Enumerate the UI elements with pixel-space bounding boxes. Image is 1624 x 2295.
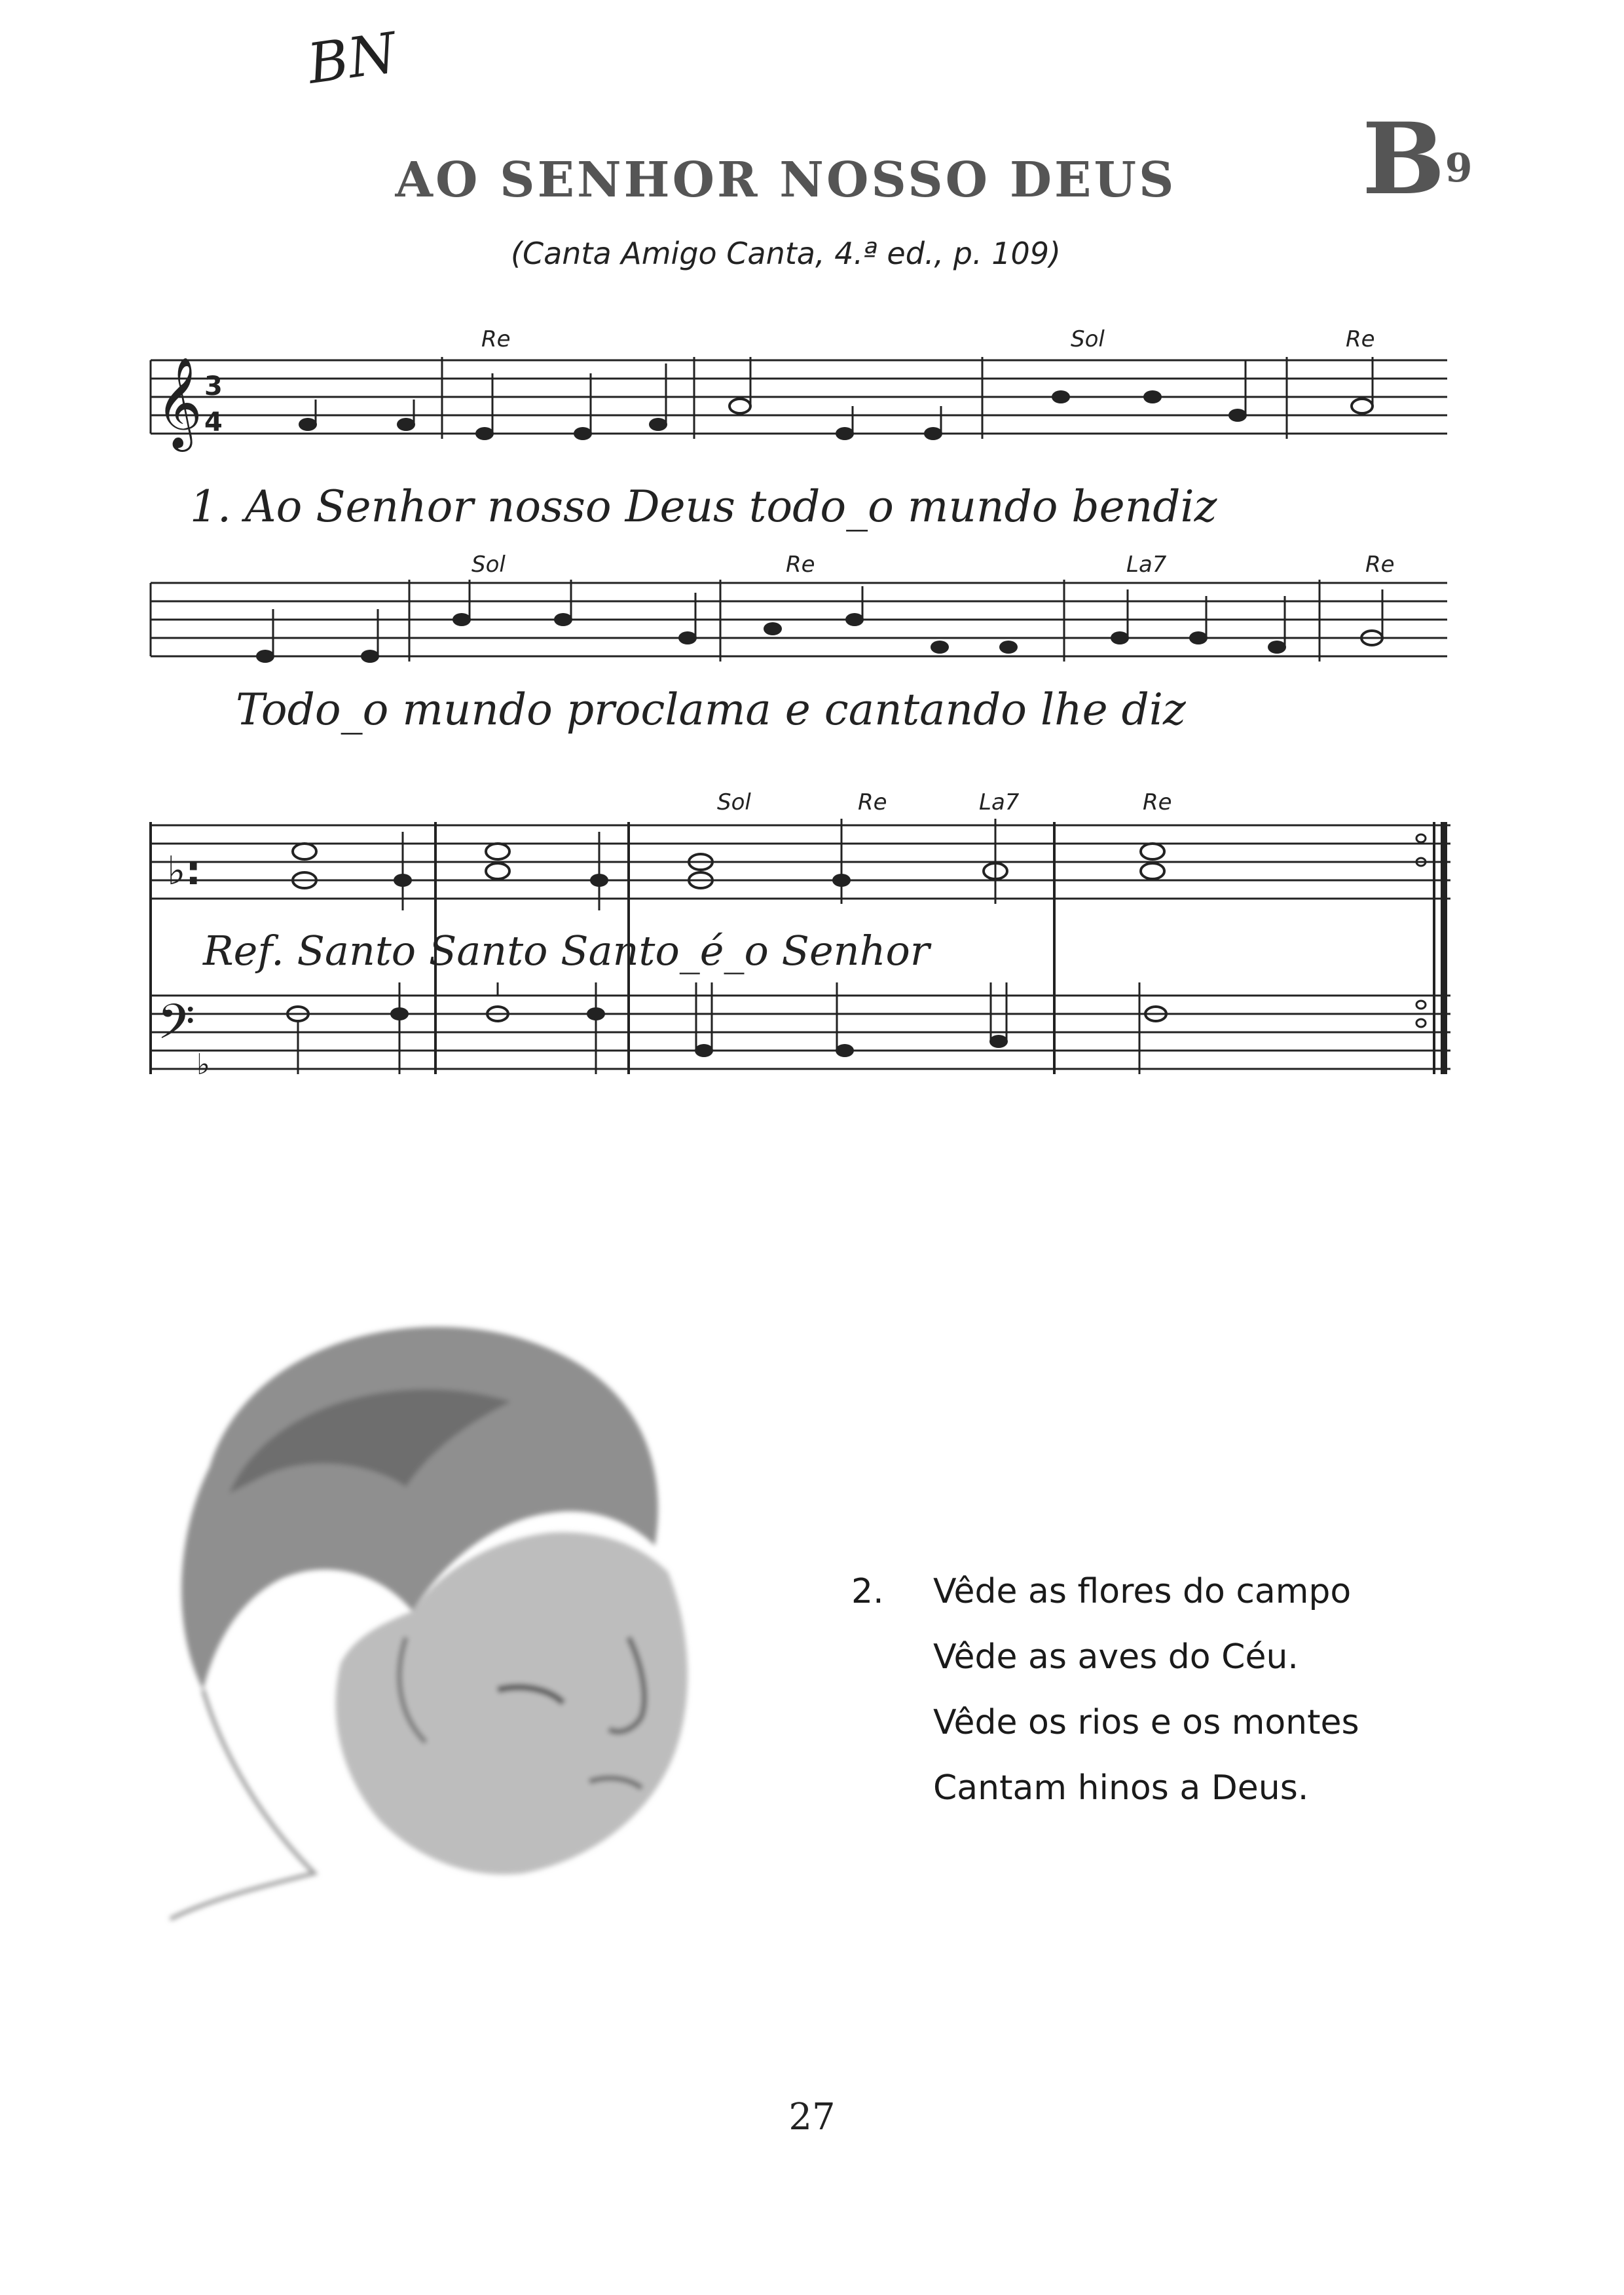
note [475, 427, 494, 440]
chord-staff3-2: Re [858, 789, 887, 815]
note [574, 427, 592, 440]
note [836, 427, 854, 440]
verse-2-line: Vêde as flores do campo [933, 1572, 1352, 1611]
staff-1 [151, 357, 1447, 452]
note [729, 399, 750, 413]
chord-staff3-1: Sol [717, 789, 751, 815]
chord-staff2-3: La7 [1126, 551, 1167, 578]
svg-text:♭:: ♭: [167, 848, 202, 894]
note [299, 418, 317, 431]
treble-clef-icon: 𝄞 [156, 357, 202, 448]
note [1143, 390, 1162, 403]
song-source: (Canta Amigo Canta, 4.ª ed., p. 109) [511, 236, 1061, 271]
bass-clef-icon: 𝄢 [157, 994, 195, 1062]
chord-staff2-1: Sol [471, 551, 506, 578]
lyric-line-2: Todo_o mundo proclama e cantando lhe diz [236, 684, 1186, 735]
note [1052, 390, 1070, 403]
note [397, 418, 415, 431]
page-number: 27 [788, 2096, 836, 2138]
note [924, 427, 942, 440]
staff-2 [151, 580, 1447, 663]
chord-staff1-1: Re [481, 326, 511, 352]
chord-staff3-4: Re [1143, 789, 1172, 815]
verse-2-line: Vêde as aves do Céu. [933, 1637, 1299, 1677]
chord-staff1-2: Sol [1071, 326, 1105, 352]
verse-2-line: Vêde os rios e os montes [933, 1703, 1359, 1742]
section-code-letter: B [1362, 102, 1445, 217]
svg-text:♭: ♭ [196, 1048, 210, 1081]
staff-3-upper [151, 819, 1450, 910]
chord-staff3-3: La7 [979, 789, 1020, 815]
note [1228, 409, 1247, 422]
child-portrait-illustration [131, 1297, 786, 1939]
chord-staff2-4: Re [1365, 551, 1395, 578]
lyric-line-1: 1. Ao Senhor nosso Deus todo_o mundo bendiz [190, 481, 1217, 532]
chord-staff2-2: Re [786, 551, 815, 578]
svg-text:3: 3 [204, 371, 223, 401]
svg-text:4: 4 [204, 407, 223, 438]
verse-2-number: 2. [851, 1572, 884, 1611]
staff-3-lower [151, 982, 1450, 1081]
note [649, 418, 667, 431]
refrain-line: Ref. Santo Santo Santo_é_o Senhor [203, 927, 930, 975]
handwritten-initials: BN [303, 20, 401, 96]
song-title: AO SENHOR NOSSO DEUS [395, 152, 1177, 208]
chord-staff1-3: Re [1346, 326, 1375, 352]
note [1352, 399, 1373, 413]
section-code-number: 9 [1445, 145, 1473, 191]
verse-2-line: Cantam hinos a Deus. [933, 1768, 1309, 1808]
